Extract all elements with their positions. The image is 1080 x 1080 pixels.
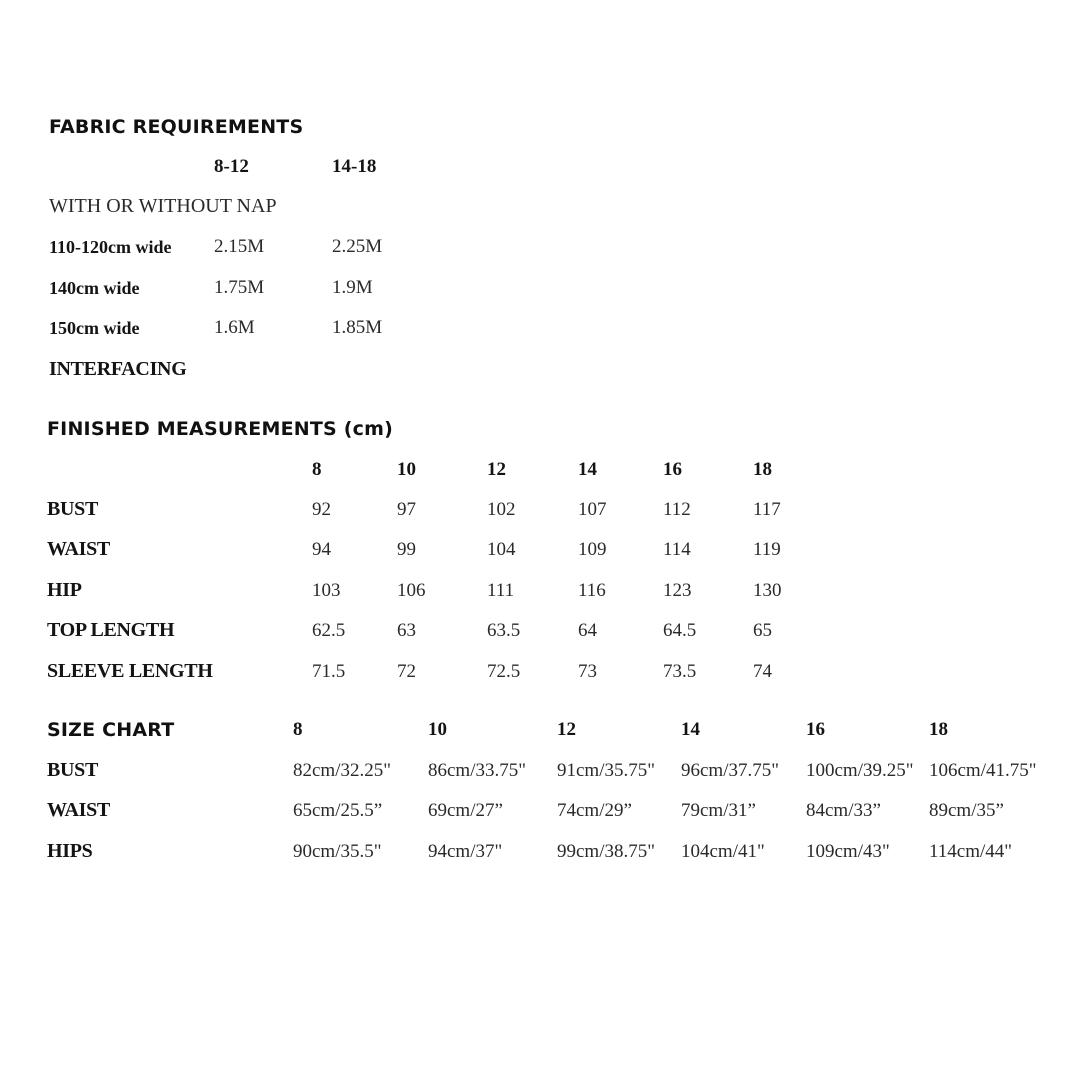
fabric-col-header: 8-12 [214,156,249,177]
finished-cell: 63.5 [487,620,521,641]
size-chart-cell: 109cm/43" [806,841,890,862]
fabric-cell: 1.9M [332,277,373,298]
finished-cell: 107 [578,499,607,520]
finished-cell: 117 [753,499,781,520]
size-chart-row-label: BUST [47,759,99,781]
finished-row-label: HIP [47,579,82,601]
finished-cell: 74 [753,661,772,682]
finished-cell: 123 [663,580,692,601]
fabric-cell: 1.75M [214,277,265,298]
finished-cell: 106 [397,580,426,601]
size-chart-cell: 90cm/35.5" [293,841,382,862]
size-chart-row-label: HIPS [47,840,93,862]
finished-cell: 72.5 [487,661,521,682]
size-col-header: 18 [753,459,772,480]
fabric-cell: 1.6M [214,317,255,338]
size-chart-cell: 69cm/27” [428,800,503,821]
fabric-cell: 1.85M [332,317,383,338]
finished-row-label: BUST [47,498,99,520]
finished-cell: 130 [753,580,782,601]
finished-row-label: SLEEVE LENGTH [47,660,213,682]
finished-cell: 103 [312,580,341,601]
finished-cell: 97 [397,499,416,520]
finished-cell: 72 [397,661,416,682]
size-chart-cell: 82cm/32.25" [293,760,391,781]
fabric-requirements-title: FABRIC REQUIREMENTS [49,116,304,138]
finished-cell: 99 [397,539,416,560]
size-chart-title: SIZE CHART [47,719,175,741]
size-col-header: 10 [428,719,447,740]
size-col-header: 12 [487,459,506,480]
size-chart-cell: 99cm/38.75" [557,841,655,862]
fabric-cell: 2.25M [332,236,383,257]
size-chart-cell: 84cm/33” [806,800,881,821]
size-chart-cell: 65cm/25.5” [293,800,383,821]
finished-cell: 73.5 [663,661,697,682]
nap-subheading: WITH OR WITHOUT NAP [49,195,277,217]
size-col-header: 12 [557,719,576,740]
size-chart-cell: 89cm/35” [929,800,1004,821]
fabric-row-label: 140cm wide [49,278,140,298]
finished-cell: 64 [578,620,597,641]
interfacing-label: INTERFACING [49,358,187,380]
size-col-header: 10 [397,459,416,480]
finished-cell: 94 [312,539,331,560]
finished-cell: 104 [487,539,516,560]
size-chart-cell: 114cm/44" [929,841,1013,862]
fabric-row-label: 150cm wide [49,318,140,338]
finished-cell: 112 [663,499,691,520]
finished-cell: 111 [487,580,515,601]
finished-cell: 114 [663,539,691,560]
finished-cell: 73 [578,661,597,682]
size-col-header: 8 [293,719,303,740]
fabric-cell: 2.15M [214,236,265,257]
finished-cell: 109 [578,539,607,560]
size-chart-cell: 74cm/29” [557,800,632,821]
finished-cell: 62.5 [312,620,346,641]
size-col-header: 8 [312,459,322,480]
size-chart-row-label: WAIST [47,799,110,821]
finished-cell: 64.5 [663,620,697,641]
size-chart-cell: 106cm/41.75" [929,760,1037,781]
fabric-row-label: 110-120cm wide [49,237,172,257]
size-col-header: 14 [681,719,700,740]
size-chart-cell: 86cm/33.75" [428,760,526,781]
finished-cell: 92 [312,499,331,520]
finished-cell: 71.5 [312,661,346,682]
size-col-header: 16 [806,719,825,740]
finished-row-label: TOP LENGTH [47,619,175,641]
finished-row-label: WAIST [47,538,110,560]
size-chart-cell: 79cm/31” [681,800,756,821]
finished-measurements-title: FINISHED MEASUREMENTS (cm) [47,418,393,440]
finished-cell: 119 [753,539,781,560]
size-chart-cell: 94cm/37" [428,841,503,862]
size-chart-cell: 96cm/37.75" [681,760,779,781]
size-col-header: 14 [578,459,597,480]
finished-cell: 63 [397,620,416,641]
size-col-header: 18 [929,719,948,740]
finished-cell: 65 [753,620,772,641]
size-chart-cell: 104cm/41" [681,841,765,862]
size-chart-cell: 91cm/35.75" [557,760,655,781]
finished-cell: 102 [487,499,516,520]
finished-cell: 116 [578,580,606,601]
fabric-col-header: 14-18 [332,156,377,177]
size-chart-cell: 100cm/39.25" [806,760,914,781]
size-col-header: 16 [663,459,682,480]
